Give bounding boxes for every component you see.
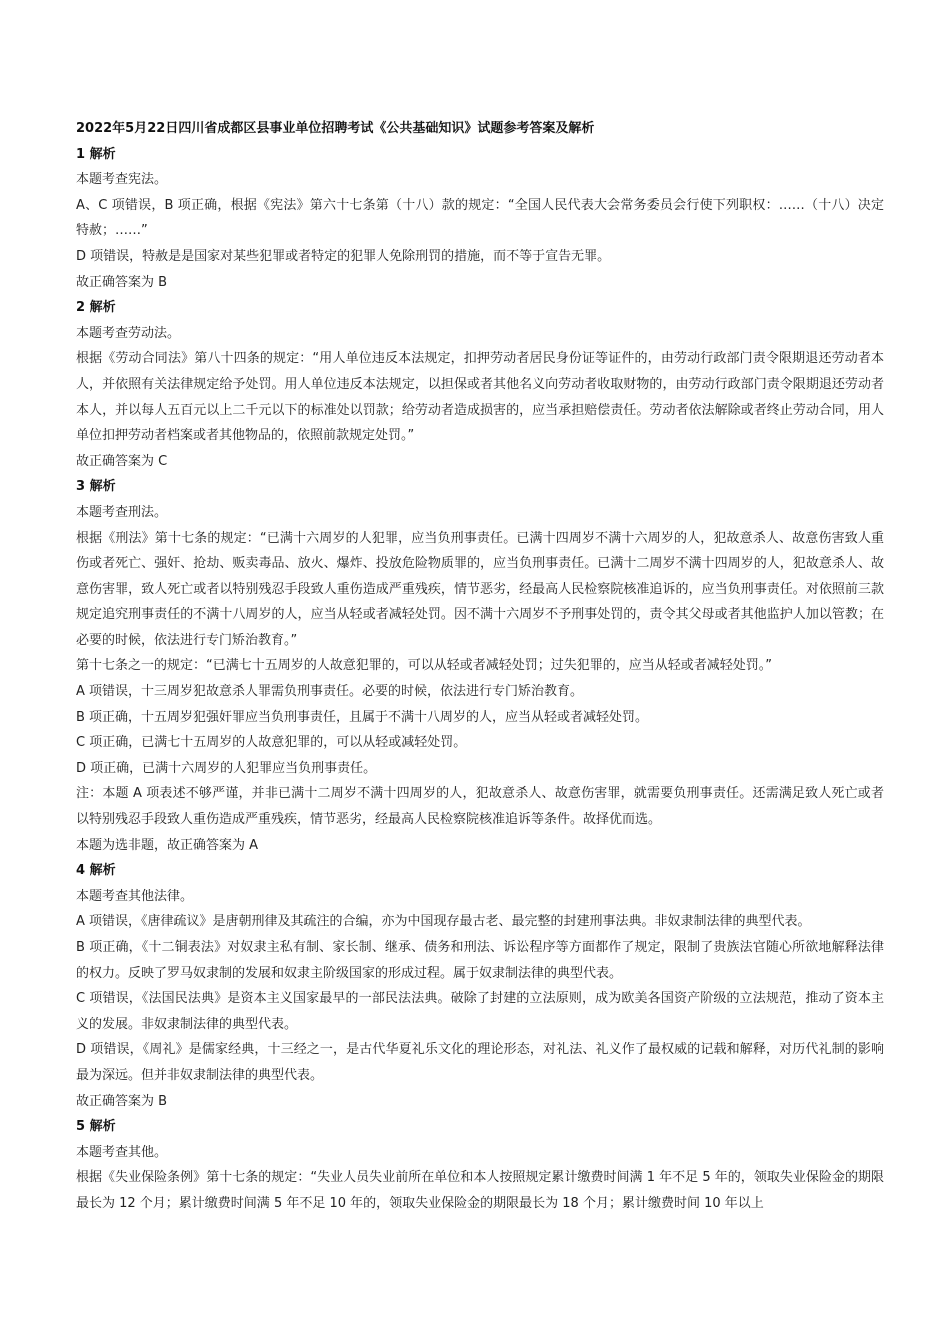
section-paragraph: 第十七条之一的规定：“已满七十五周岁的人故意犯罪的，可以从轻或者减轻处罚；过失犯罪的，应当从轻或者减轻处罚。” <box>76 658 772 674</box>
section-paragraph: 注：本题 A 项表述不够严谨，并非已满十二周岁不满十四周岁的人，犯故意杀人、故意伤害罪，就需要负刑事责任。还需满足致人死亡或者以特别残忍手段致人重伤造成严重残疾，情节恶劣，经最高人民检察院核准追诉等条件。故择优而选。 <box>76 786 884 828</box>
section-paragraph: A 项错误，十三周岁犯故意杀人罪需负刑事责任。必要的时候，依法进行专门矫治教育。 <box>76 684 584 700</box>
section-paragraph: 根据《劳动合同法》第八十四条的规定：“用人单位违反本法规定，扣押劳动者居民身份证等证件的，由劳动行政部门责令限期退还劳动者本人，并依照有关法律规定给予处罚。用人单位违反本法规定，以担保或者其他名义向劳动者收取财物的，由劳动行政部门责令限期退还劳动者本人，并以每人五百元以上二千元以下的标准处以罚款；给劳动者造成损害的，应当承担赔偿责任。劳动者依法解除或者终止劳动合同，用人单位扣押劳动者档案或者其他物品的，依照前款规定处罚。” <box>76 351 884 444</box>
section-paragraph: B 项正确，十五周岁犯强奸罪应当负刑事责任，且属于不满十八周岁的人，应当从轻或者减轻处罚。 <box>76 709 649 725</box>
section-heading: 1 解析 <box>76 146 116 162</box>
section-paragraph: 根据《失业保险条例》第十七条的规定：“失业人员失业前所在单位和本人按照规定累计缴费时间满 1 年不足 5 年的，领取失业保险金的期限最长为 12 个月；累计缴费时间满 5 年不足 10 年的，领取失业保险金的期限最长为 18 个月；累计缴费时间 10 年以上 <box>76 1170 884 1211</box>
section-heading: 4 解析 <box>76 863 116 879</box>
section-heading: 5 解析 <box>76 1119 116 1135</box>
section-paragraph: B 项正确，《十二铜表法》对奴隶主私有制、家长制、继承、债务和刑法、诉讼程序等方面都作了规定，限制了贵族法官随心所欲地解释法律的权力。反映了罗马奴隶制的发展和奴隶主阶级国家的形成过程。属于奴隶制法律的典型代表。 <box>76 940 884 981</box>
answer-line: 故正确答案为 B <box>76 274 168 290</box>
section-paragraph: A 项错误，《唐律疏议》是唐朝刑律及其疏注的合编，亦为中国现存最古老、最完整的封建刑事法典。非奴隶制法律的典型代表。 <box>76 914 811 930</box>
section-paragraph: 本题考查其他。 <box>76 1144 168 1160</box>
analysis-section-5 <box>76 1114 884 1216</box>
section-paragraph: C 项正确，已满七十五周岁的人故意犯罪的，可以从轻或减轻处罚。 <box>76 735 467 751</box>
answer-line: 故正确答案为 C <box>76 453 168 469</box>
analysis-section-3 <box>76 474 884 858</box>
section-heading: 3 解析 <box>76 479 116 495</box>
section-paragraph: 本题考查劳动法。 <box>76 325 181 341</box>
section-paragraph: 本题考查刑法。 <box>76 504 168 520</box>
document-title: 2022年5月22日四川省成都区县事业单位招聘考试《公共基础知识》试题参考答案及解析 <box>76 121 595 136</box>
analysis-section-4 <box>76 858 884 1114</box>
section-paragraph: D 项错误，特赦是是国家对某些犯罪或者特定的犯罪人免除刑罚的措施，而不等于宣告无罪。 <box>76 248 611 264</box>
answer-line: 故正确答案为 B <box>76 1093 168 1109</box>
section-paragraph: 本题考查宪法。 <box>76 172 168 188</box>
section-paragraph: 根据《刑法》第十七条的规定：“已满十六周岁的人犯罪，应当负刑事责任。已满十四周岁不满十六周岁的人，犯故意杀人、故意伤害致人重伤或者死亡、强奸、抢劫、贩卖毒品、放火、爆炸、投放危险物质罪的，应当负刑事责任。已满十二周岁不满十四周岁的人，犯故意杀人、故意伤害罪，致人死亡或者以特别残忍手段致人重伤造成严重残疾，情节恶劣，经最高人民检察院核准追诉的，应当负刑事责任。对依照前三款规定追究刑事责任的不满十八周岁的人，应当从轻或者减轻处罚。因不满十六周岁不予刑事处罚的，责令其父母或者其他监护人加以管教；在必要的时候，依法进行专门矫治教育。” <box>76 530 884 648</box>
section-paragraph: D 项错误，《周礼》是儒家经典，十三经之一，是古代华夏礼乐文化的理论形态，对礼法、礼义作了最权威的记载和解释，对历代礼制的影响最为深远。但并非奴隶制法律的典型代表。 <box>76 1042 884 1083</box>
answer-line: 本题为选非题，故正确答案为 A <box>76 837 259 853</box>
section-heading: 2 解析 <box>76 300 116 316</box>
section-paragraph: 本题考查其他法律。 <box>76 888 194 904</box>
section-paragraph: D 项正确，已满十六周岁的人犯罪应当负刑事责任。 <box>76 760 377 776</box>
section-paragraph: A、C 项错误，B 项正确，根据《宪法》第六十七条第（十八）款的规定：“全国人民代表大会常务委员会行使下列职权：……（十八）决定特赦；……” <box>76 197 884 239</box>
analysis-section-1 <box>76 142 884 296</box>
section-paragraph: C 项错误，《法国民法典》是资本主义国家最早的一部民法法典。破除了封建的立法原则，成为欧美各国资产阶级的立法规范，推动了资本主义的发展。非奴隶制法律的典型代表。 <box>76 991 884 1032</box>
document-page <box>76 116 884 1217</box>
analysis-section-2 <box>76 295 884 474</box>
